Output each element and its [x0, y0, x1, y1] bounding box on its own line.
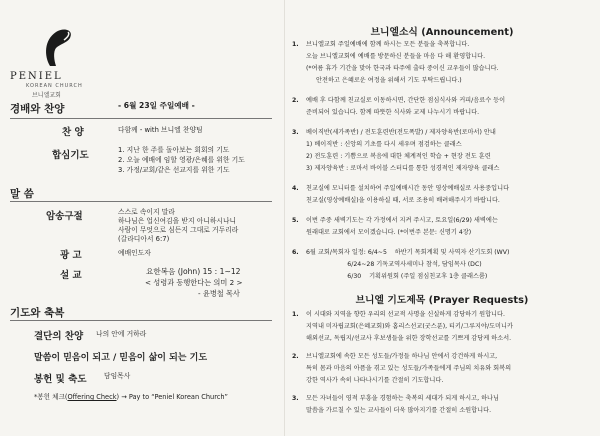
hymn-label: 찬 양 [62, 127, 84, 138]
notice-text: 예배인도자 [118, 249, 151, 257]
memory-line-3: 사람이 무엇으로 심든지 그대로 거두리라 [118, 226, 239, 234]
announcement-line: 브니엘교회 주일예배에 함께 하시는 모든 분들을 축복합니다. [306, 41, 470, 48]
memory-verse-label: 암송구절 [46, 211, 83, 222]
prayer-line: 말씀을 가르칠 수 있는 교사들이 더욱 많아지기를 간절히 소원합니다. [306, 407, 492, 414]
prayer-line: 이 시대와 지역을 향한 우리의 선교적 사명을 신실하게 감당하기 원합니다. [306, 311, 505, 318]
offering-footnote [34, 393, 228, 402]
announcement-line: 6월 교회/목회자 일정: 6/4~5 하반기 목회계획 및 사역자 산기도회 (WV) [306, 249, 510, 256]
word-section-title: 말 씀 [10, 188, 34, 200]
peniel-logo-icon [40, 26, 80, 70]
footnote-suffix: ) → Pay to “Peniel Korean Church” [116, 393, 228, 401]
logo-subtitle: KOREAN CHURCH [26, 83, 83, 89]
announcement-line: 오늘 브니엘교회에 예배를 방문하신 분들을 마음 다 해 환영합니다. [306, 53, 486, 60]
announcement-line: 베이직반(세가족반) / 전도훈련반(전도폭발) / 제자양육반(로마서) 안내 [306, 129, 496, 136]
announcement-title: 브니엘소식 (Announcement) [370, 27, 514, 38]
prayer-label: 합심기도 [52, 150, 89, 161]
announcement-line: 예배 후 다함께 친교실로 이동하시면, 간단한 점심식사와 커피/음료수 등이 [306, 97, 506, 104]
announcement-number: 6. [292, 249, 299, 256]
announcement-line: 친교실(영상예배실)을 이용하실 때, 서로 조용히 배려해주시기 바랍니다. [306, 197, 500, 204]
announcement-line: 2) 전도훈련 : 기쁨으로 복음에 대한 체계적인 학습 + 현장 전도 훈련 [306, 153, 491, 160]
announcement-line: 6/24~28 기독교역사세미나 참석, 담임목사 (DC) [306, 261, 482, 268]
announcement-number: 4. [292, 185, 299, 192]
prayer-line: 지역내 미자립교회(은혜교회)와 홈리스선교(굿스푼), 티키/그루지야/도미니카 [306, 323, 513, 330]
footnote-check: Offering Check [67, 393, 117, 401]
memory-line-2: 하나님은 업신여김을 받지 아니하시나니 [118, 217, 237, 225]
memory-line-1: 스스로 속이지 말라 [118, 208, 175, 216]
notice-label: 광 고 [60, 250, 82, 261]
hymn-text: 다함께 - with 브니엘 찬양팀 [118, 126, 203, 134]
logo-name: PENIEL [10, 71, 63, 82]
logo-korean: 브니엘교회 [32, 92, 61, 99]
announcement-line: 이번 주중 새벽기도는 각 가정에서 지켜 주시고, 토요일(6/29) 새벽에는 [306, 217, 498, 224]
offering-text: 담임목사 [104, 372, 131, 380]
sermon-title: < 성령과 동행한다는 의미 2 > [145, 278, 243, 287]
prayer-line: 브니엘교회에 속한 모든 성도들/가정들 하나님 안에서 강건하게 하시고, [306, 353, 498, 360]
prayer-item-2: 2. 오늘 예배에 임할 영광/은혜를 위한 기도 [118, 156, 245, 164]
closing-hymn-label: 결단의 찬양 [34, 331, 84, 342]
announcement-line: 안전하고 은혜로운 여정을 위해서 기도 부탁드립니다.) [316, 77, 462, 84]
closing-hymn-text: 나의 안에 거하라 [96, 330, 147, 338]
section-divider [10, 201, 272, 202]
announcement-line: (*여름 휴가 기간을 맞아 한국과 타주에 출타 중이신 교우들이 많습니다. [306, 65, 499, 72]
fold-line [284, 0, 285, 436]
sermon-reference: 요한복음 (John) 15 : 1~12 [146, 267, 241, 276]
announcement-number: 3. [292, 129, 299, 136]
announcement-line: 3) 제자양육반 : 로마서 바이블 스터디를 통한 성경적인 제자양육 클래스 [306, 165, 500, 172]
prayer-line: 해외선교, 독립지/선교사 후보생들을 위한 장학선교를 기쁘게 감당케 하소서. [306, 335, 512, 342]
announcement-line: 준비되어 있습니다. 함께 따뜻한 식사와 교제 나누시기 바랍니다. [306, 109, 480, 116]
prayer-line: 강한 역사가 속히 나타나시기를 간절히 기도합니다. [306, 377, 444, 384]
prayer-line: 모든 자녀들이 영적 부흥을 경험하는 축복의 세대가 되게 하시고, 하나님 [306, 395, 500, 402]
response-section-title: 기도와 축복 [10, 307, 65, 319]
announcement-line: 친교실에 모니터를 설치하여 주일예배시간 동안 영상예배실로 사용중입니다 [306, 185, 510, 192]
motto: 말씀이 믿음이 되고 / 믿음이 삶이 되는 기도 [34, 353, 208, 363]
sermon-preacher: - 윤병철 목사 [198, 289, 240, 298]
prayer-requests-title: 브니엘 기도제목 (Prayer Requests) [355, 295, 529, 306]
worship-section-title: 경배와 찬양 [10, 103, 65, 115]
section-divider [10, 118, 272, 119]
prayer-number: 2. [292, 353, 299, 360]
service-date: - 6월 23일 주일예배 - [118, 101, 195, 110]
prayer-item-3: 3. 가정/교회/같은 선교지를 위한 기도 [118, 166, 230, 174]
footnote-prefix: *봉헌 체크( [34, 393, 68, 401]
prayer-line: 특히 몸과 마음의 아픔을 겪고 있는 성도들/가족들에게 주님의 치유와 회복의 [306, 365, 512, 372]
announcement-line: 1) 베이직반 : 신앙의 기초를 다시 세우며 점검하는 클래스 [306, 141, 462, 148]
announcement-line: 원래대로 교회에서 모이겠습니다. (*이번주 본문: 신명기 4장) [306, 229, 472, 236]
announcement-number: 1. [292, 41, 299, 48]
announcement-number: 5. [292, 217, 299, 224]
sermon-label: 설 교 [60, 270, 82, 281]
prayer-number: 3. [292, 395, 299, 402]
announcement-number: 2. [292, 97, 299, 104]
offering-label: 봉헌 및 축도 [34, 374, 87, 385]
prayer-number: 1. [292, 311, 299, 318]
announcement-line: 6/30 기획위원회 (주일 점심친교후 1층 클래스룸) [306, 273, 488, 280]
section-divider [10, 320, 272, 321]
prayer-item-1: 1. 지난 한 주를 돌아보는 회회의 기도 [118, 146, 230, 154]
memory-line-4: (갈라디아서 6:7) [118, 235, 170, 243]
